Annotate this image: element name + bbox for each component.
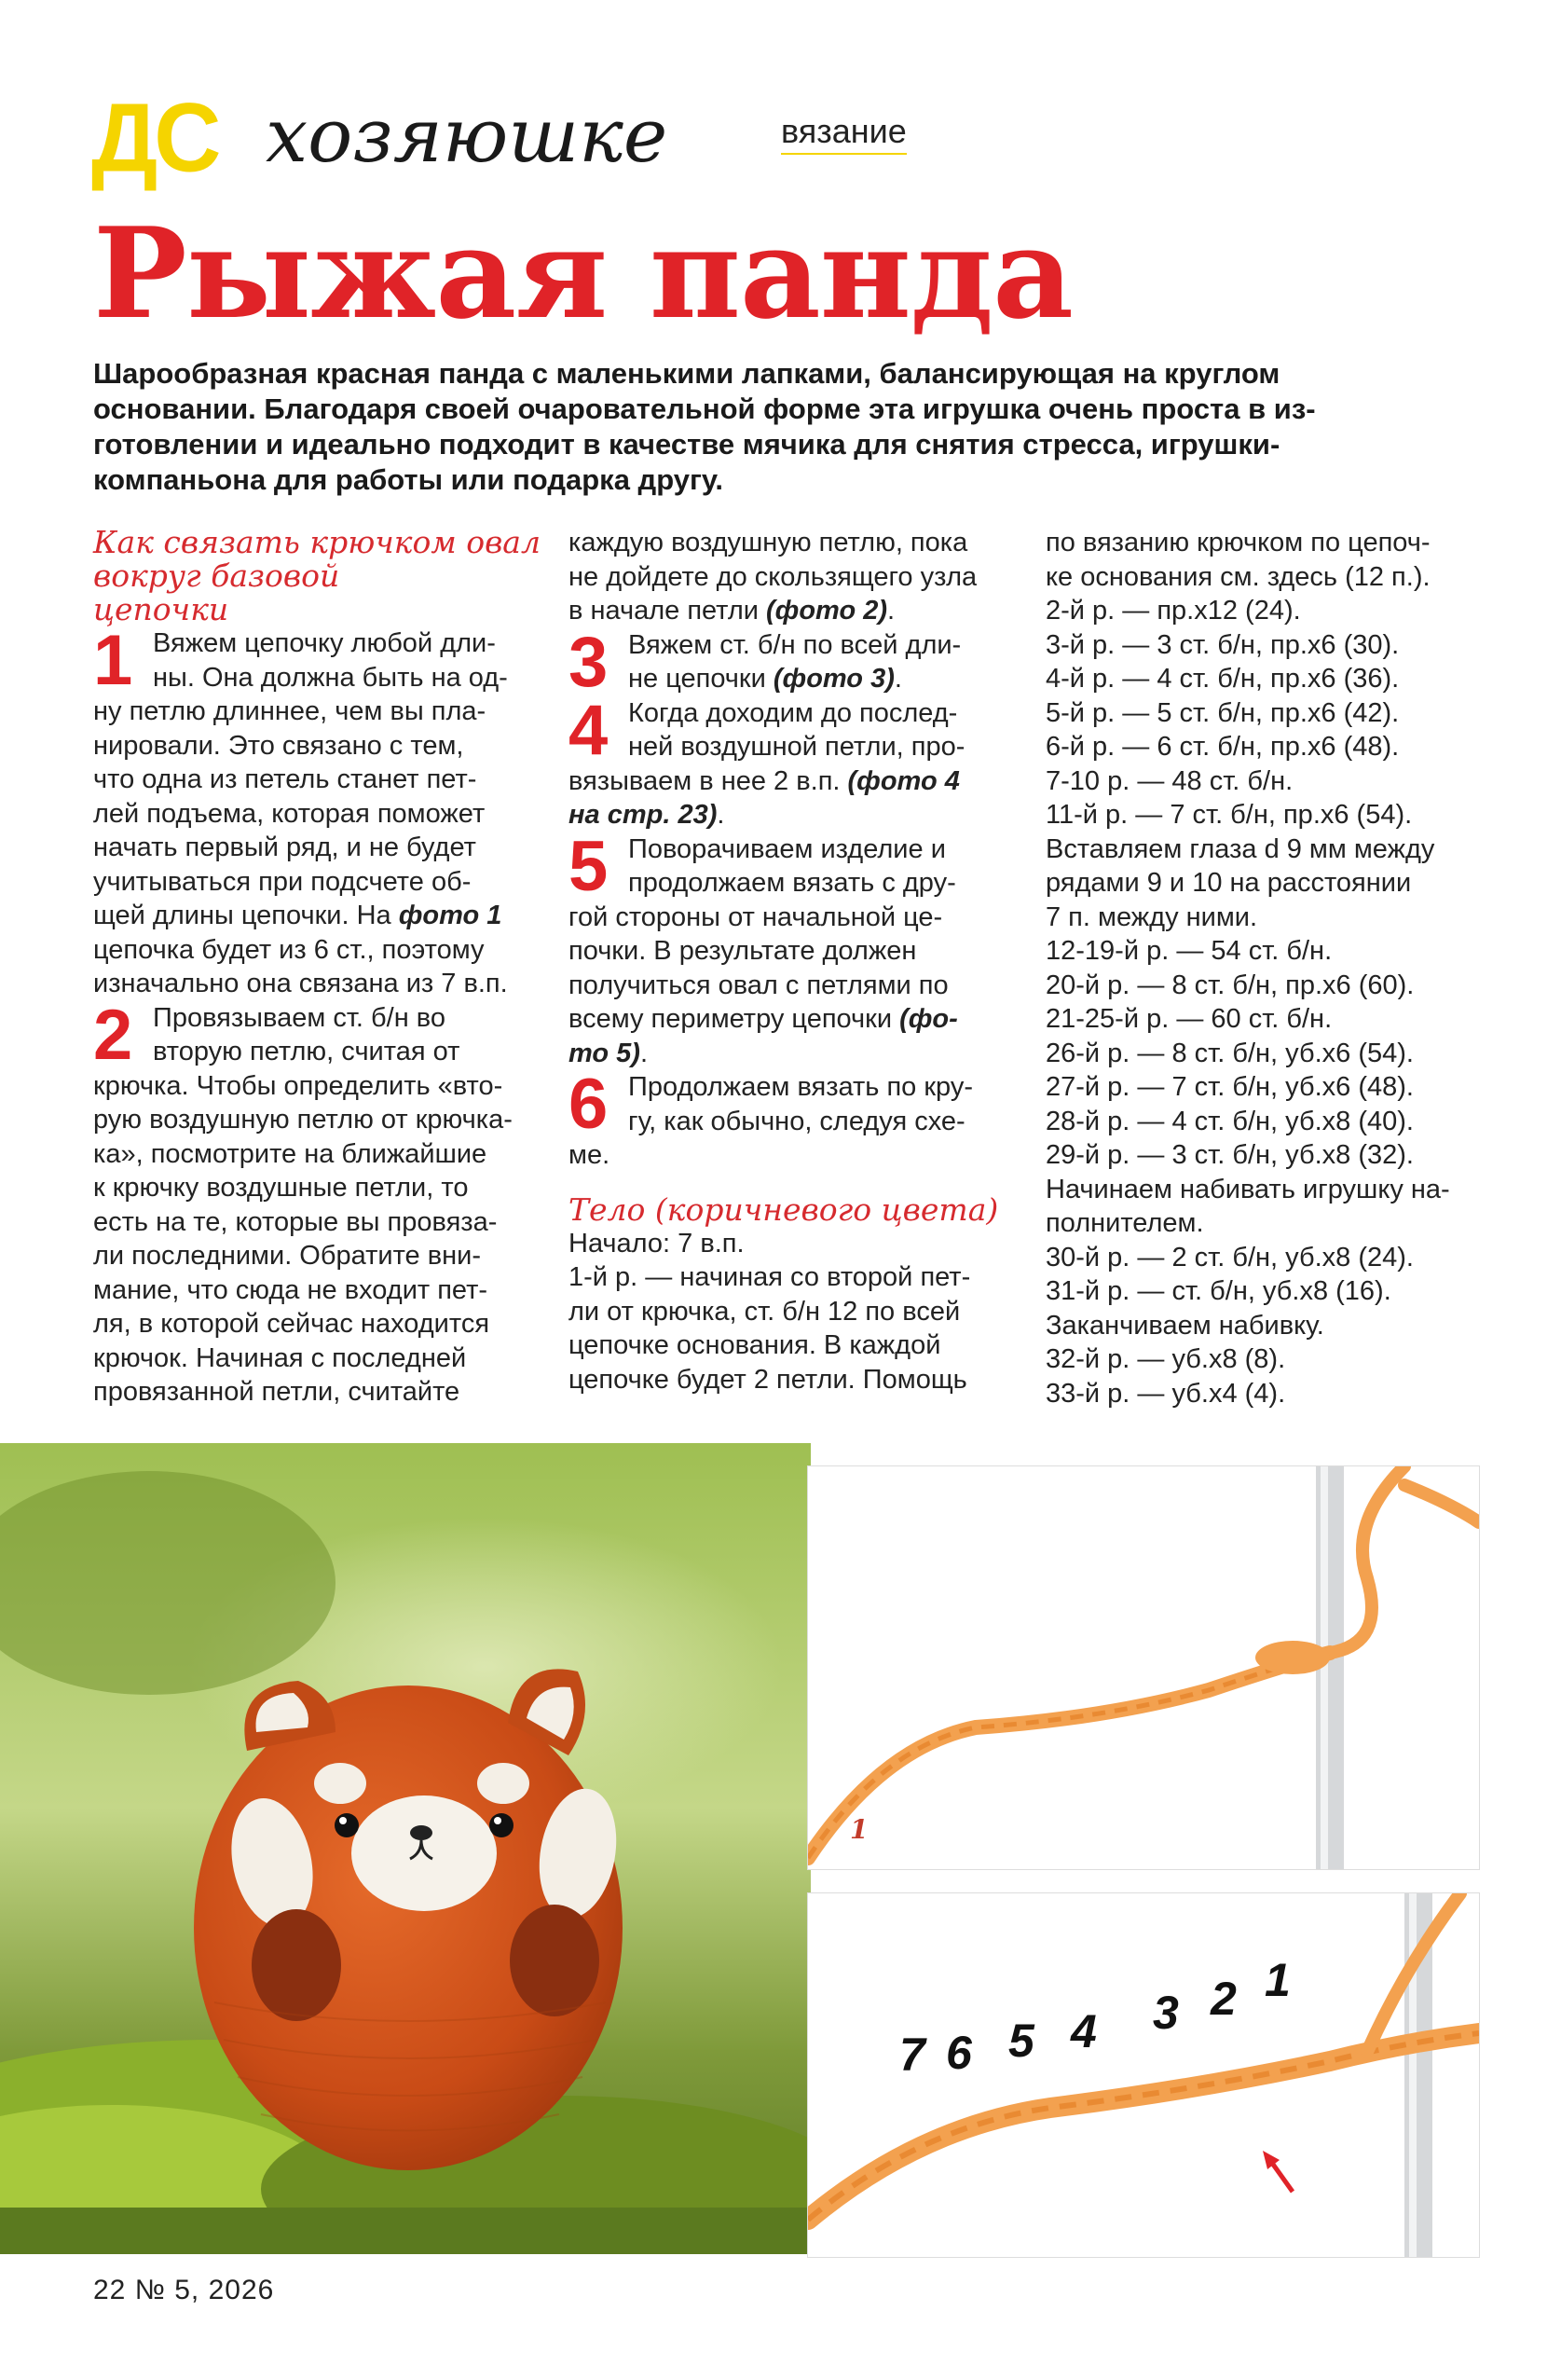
stitch-number: 1: [1265, 1954, 1291, 2006]
lead-line: основании. Благодаря своей очаровательной форме эта игрушка очень проста в из-: [93, 392, 1316, 425]
step-number: 1: [93, 621, 133, 700]
pattern-row: по вязанию крючком по цепоч-: [1046, 528, 1431, 557]
step-number: 6: [568, 1065, 609, 1144]
stitch-number: 6: [946, 2027, 972, 2079]
step-1: 1 Вяжем цепочку любой дли- ны. Она должна быть на од- ну петлю длиннее, чем вы пла- нировали. Это связано с тем, что одна из петель станет пет- лей подъема, которая поможет начать первый ряд, и не будет учитываться при подсчете об- щей длины цепочки. На фото 1 цепочка будет из 6 ст., поэтому изначально она связана из 7 в.п.: [93, 621, 508, 998]
pattern-row: 11-й р. — 7 ст. б/н, пр.х6 (54).: [1046, 800, 1413, 830]
photo-reference: (фото 2): [766, 596, 888, 626]
pattern-row: 27-й р. — 7 ст. б/н, уб.х6 (48).: [1046, 1072, 1414, 1102]
photo-reference: фото 1: [398, 901, 502, 930]
stitch-number: 3: [1153, 1987, 1179, 2039]
page-footer: 22 № 5, 2026: [93, 2275, 275, 2305]
step-number: 5: [568, 826, 609, 906]
lead-line: готовлении и идеально подходит в качестве мячика для снятия стресса, игрушки-: [93, 428, 1280, 461]
red-panda-photo: [0, 1443, 811, 2254]
stitch-number: 2: [1211, 1973, 1237, 2025]
magazine-logo-mark: ДС: [91, 83, 218, 193]
pattern-row: 20-й р. — 8 ст. б/н, пр.х6 (60).: [1046, 970, 1415, 1000]
pattern-row: 26-й р. — 8 ст. б/н, уб.х6 (54).: [1046, 1038, 1414, 1068]
step-4: 4 Когда доходим до послед- ней воздушной петли, про- вязываем в нее 2 в.п. (фото 4 на стр. 23).: [568, 690, 965, 830]
pattern-row: 21-25-й р. — 60 ст. б/н.: [1046, 1004, 1333, 1034]
photo-2-counting: [807, 1892, 1480, 2258]
pattern-row: 5-й р. — 5 ст. б/н, пр.х6 (42).: [1046, 697, 1400, 728]
pattern-row: Начинаем набивать игрушку на-: [1046, 1174, 1450, 1204]
photo-reference: то 5): [568, 1038, 640, 1068]
pattern-row: 2-й р. — пр.х12 (24).: [1046, 596, 1301, 626]
lead-paragraph: [93, 356, 1491, 498]
pattern-row: рядами 9 и 10 на расстоянии: [1046, 868, 1412, 898]
photo-reference: (фото 4: [847, 765, 960, 796]
pattern-row: ке основания см. здесь (12 п.).: [1046, 561, 1431, 592]
pattern-row: полнителем.: [1046, 1208, 1204, 1238]
pattern-row: 28-й р. — 4 ст. б/н, уб.х8 (40).: [1046, 1106, 1414, 1136]
stitch-number: 5: [1008, 2015, 1034, 2067]
stitch-count-illustration: [808, 1893, 1479, 2257]
step-number: 2: [93, 995, 133, 1075]
photo-reference: (фо-: [899, 1004, 958, 1034]
step-5: 5 Поворачиваем изделие и продолжаем вязать с дру- гой стороны от начальной це- почки. В результате должен получиться овал с петлями по всему периметру цепочки (фо- то 5).: [568, 826, 958, 1068]
pattern-row: 6-й р. — 6 ст. б/н, пр.х6 (48).: [1046, 732, 1400, 762]
body-heading: Тело (коричневого цвета): [568, 1190, 999, 1228]
pattern-row: 33-й р. — уб.х4 (4).: [1046, 1378, 1286, 1409]
step-3: 3 Вяжем ст. б/н по всей дли- не цепочки (фото 3).: [568, 622, 962, 702]
pattern-row: Заканчиваем набивку.: [1046, 1310, 1324, 1341]
pattern-row: 12-19-й р. — 54 ст. б/н.: [1046, 936, 1333, 966]
article-title: Рыжая панда: [93, 199, 1073, 347]
pattern-row: 4-й р. — 4 ст. б/н, пр.х6 (36).: [1046, 664, 1400, 694]
stitch-number: 4: [1071, 2005, 1097, 2057]
column-1: [93, 524, 541, 1410]
pattern-row: 31-й р. — ст. б/н, уб.х8 (16).: [1046, 1276, 1391, 1306]
photo-reference: на стр. 23): [568, 800, 718, 830]
lead-line: компаньона для работы или подарка другу.: [93, 463, 724, 496]
red-panda-illustration: [0, 1443, 811, 2254]
pattern-row: 3-й р. — 3 ст. б/н, пр.х6 (30).: [1046, 629, 1400, 660]
photo-reference: (фото 3): [773, 664, 895, 694]
photo-1-chain: [807, 1465, 1480, 1870]
oval-heading: Как связать крючком овал вокруг базовой цепочки: [93, 524, 541, 627]
pattern-row: 7-10 р. — 48 ст. б/н.: [1046, 765, 1294, 796]
chain-stitch-illustration: [808, 1466, 1479, 1869]
pattern-row: 29-й р. — 3 ст. б/н, уб.х8 (32).: [1046, 1140, 1414, 1170]
column-3: [1046, 526, 1493, 1410]
section-label: вязание: [781, 112, 907, 155]
step-number: 4: [568, 690, 609, 770]
step-6: 6 Продолжаем вязать по кру- гу, как обычно, следуя схе- ме.: [568, 1065, 974, 1170]
stitch-number: 7: [899, 2029, 925, 2081]
pattern-row: 7 п. между ними.: [1046, 901, 1258, 932]
step-2: 2 Провязываем ст. б/н во вторую петлю, считая от крючка. Чтобы определить «вто- рую воздушную петлю от крючка- ка», посмотрите на ближайшие к крючку воздушные петли, то есть на те, которые вы провяза- ли последними. Обратите вни- мание, что сюда не входит пет- ля, в которой сейчас находится крючок. Начиная с последней провязанной петли, считайте: [93, 995, 513, 1407]
pattern-row: 30-й р. — 2 ст. б/н, уб.х8 (24).: [1046, 1242, 1414, 1273]
magazine-logo-word: хозяюшке: [266, 92, 668, 179]
column-2: каждую воздушную петлю, пока не дойдете до скользящего узла в начале петли (фото 2). 3 Вяжем ст. б/н по всей дли- не цепочки (фото 3). 4 Когда доходим до послед- ней воздушной петли, про- вязываем в нее 2 в.п. (фото 4 на стр. 23). 5 Поворачиваем изделие и продолжаем вязать с дру- гой стороны от начальной це- почки. В результате должен получиться овал с петлями по всему периметру цепочки (фо- то 5). 6 Продолжаем вязать по кру- гу, как обычно, следуя схе- ме. Тело (коричневого цвета) Начало: 7 в.п. 1-й р. — начиная со второй пет- ли от крючка, ст. б/н 12 по всей цепочке основания. В каждой цепочке будет 2 петли. Помощь: [568, 526, 1011, 1396]
step-number: 3: [568, 622, 609, 702]
lead-line: Шарообразная красная панда с маленькими лапками, балансирующая на круглом: [93, 357, 1280, 390]
photo-1-label: 1: [850, 1814, 869, 1845]
pattern-row: 32-й р. — уб.х8 (8).: [1046, 1344, 1286, 1374]
pattern-row: Вставляем глаза d 9 мм между: [1046, 833, 1435, 864]
